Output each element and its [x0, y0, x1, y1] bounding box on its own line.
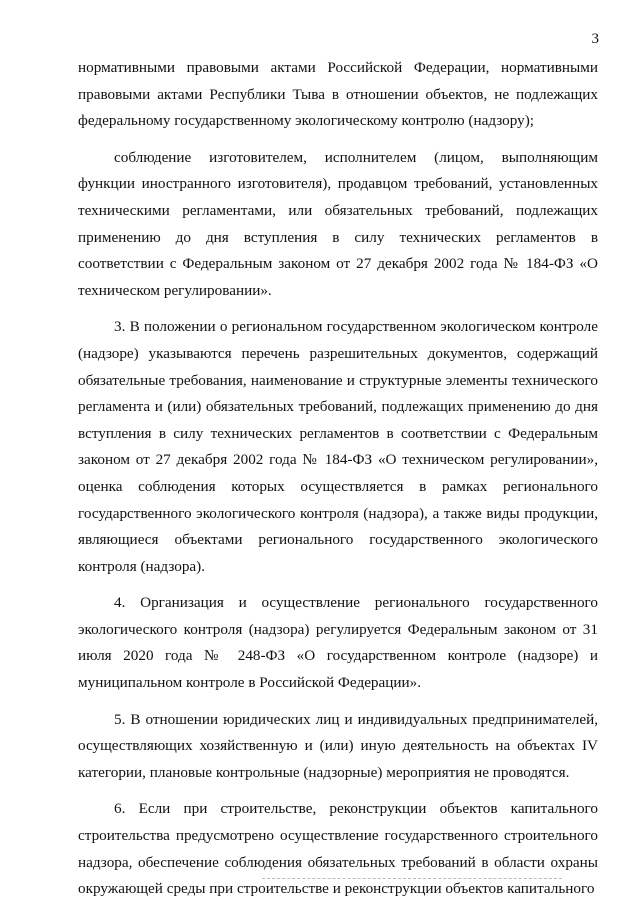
paragraph-5: 5. В отношении юридических лиц и индивидуальных предпринимателей, осуществляющих хозяйственную и (или) иную деятельность на объектах IV категории, плановые контрольные (надзорные) мероприятия не проводятся.	[78, 710, 598, 781]
paragraph-6: 6. Если при строительстве, реконструкции объектов капитального строительства предусмотрено осуществление государственного строительного надзора, обеспечение соблюдения обязательных требований в области охраны окружающей среды при строительстве и реконструкции объектов капитального	[78, 800, 598, 898]
paragraph-3: 3. В положении о региональном государственном экологическом контроле (надзоре) указываются перечень разрешительных документов, содержащий обязательные требования, наименование и структурные элементы технического регламента и (или) обязательных требований, подлежащих применению до дня вступления в силу технических регламентов в соответствии с Федеральным законом от 27 декабря 2002 года № 184-ФЗ «О техническом регулировании», оценка соблюдения которых осуществляется в рамках регионального государственного экологического контроля (надзора), а также виды продукции, являющиеся объектами регионального государственного экологического контроля (надзора).	[78, 318, 598, 575]
document-body	[78, 55, 598, 913]
bottom-divider	[262, 878, 562, 879]
paragraph-continuation: нормативными правовыми актами Российской Федерации, нормативными правовыми актами Республики Тыва в отношении объектов, не подлежащих федеральному государственному экологическому контролю (надзору);	[78, 59, 598, 130]
paragraph-compliance: соблюдение изготовителем, исполнителем (лицом, выполняющим функции иностранного изготовителя), продавцом требований, установленных техническими регламентами, или обязательных требований, подлежащих применению до дня вступления в силу технических регламентов в соответствии с Федеральным законом от 27 декабря 2002 года № 184-ФЗ «О техническом регулировании».	[78, 148, 598, 299]
paragraph-4: 4. Организация и осуществление регионального государственного экологического контроля (надзора) регулируется Федеральным законом от 31 июля 2020 года № 248-ФЗ «О государственном контроле (надзоре) и муниципальном контроле в Российской Федерации».	[78, 594, 598, 692]
page-number: 3	[591, 31, 599, 47]
